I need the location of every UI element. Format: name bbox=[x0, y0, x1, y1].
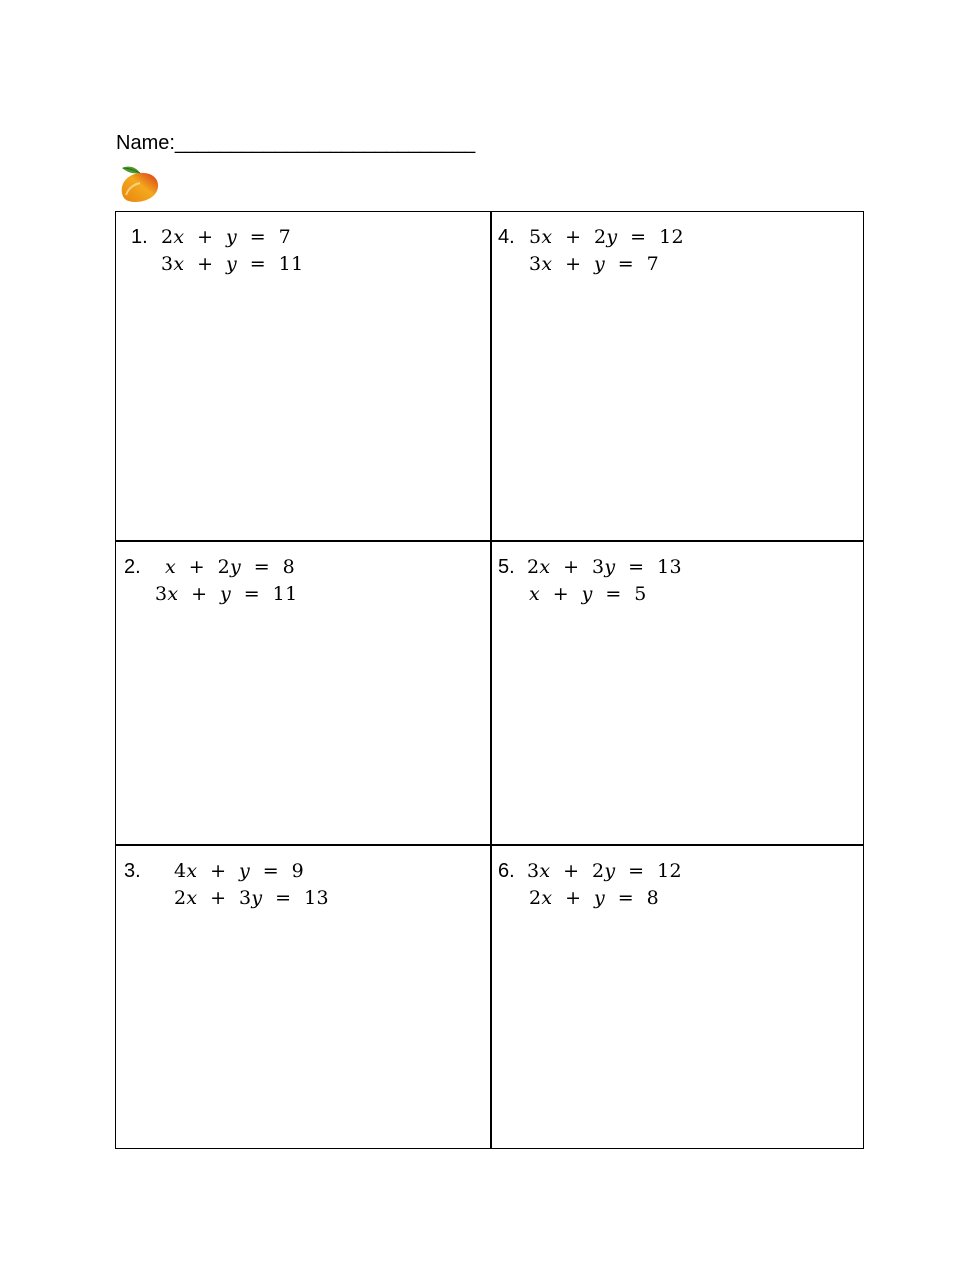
equation-2: 3x + y = 11 bbox=[155, 583, 298, 605]
equation-1: 3x + 2y = 12 bbox=[527, 860, 682, 882]
problem-number: 5. bbox=[498, 556, 515, 578]
problem-number: 2. bbox=[124, 556, 141, 578]
equation-2: x + y = 5 bbox=[529, 583, 647, 605]
equation-1: 2x + y = 7 bbox=[161, 226, 292, 248]
problem-cell-2[interactable] bbox=[116, 542, 488, 844]
equation-1: 4x + y = 9 bbox=[174, 860, 305, 882]
problem-cell-6[interactable] bbox=[492, 846, 864, 1148]
equation-2: 3x + y = 7 bbox=[529, 253, 660, 275]
problem-cell-5[interactable] bbox=[492, 542, 864, 844]
equation-2: 3x + y = 11 bbox=[161, 253, 304, 275]
equation-2: 2x + y = 8 bbox=[529, 887, 660, 909]
name-field-label: Name:___________________________ bbox=[116, 132, 476, 154]
equation-1: 2x + 3y = 13 bbox=[527, 556, 682, 578]
problem-cell-1[interactable] bbox=[116, 212, 488, 540]
problem-cell-3[interactable] bbox=[116, 846, 488, 1148]
problem-number: 3. bbox=[124, 860, 141, 882]
problem-number: 4. bbox=[498, 226, 515, 248]
equation-1: 5x + 2y = 12 bbox=[529, 226, 684, 248]
mango-icon bbox=[116, 163, 160, 205]
equation-2: 2x + 3y = 13 bbox=[174, 887, 329, 909]
problem-cell-4[interactable] bbox=[492, 212, 864, 540]
problem-number: 6. bbox=[498, 860, 515, 882]
problem-number: 1. bbox=[131, 226, 148, 248]
problem-grid bbox=[115, 211, 864, 1149]
equation-1: x + 2y = 8 bbox=[165, 556, 296, 578]
